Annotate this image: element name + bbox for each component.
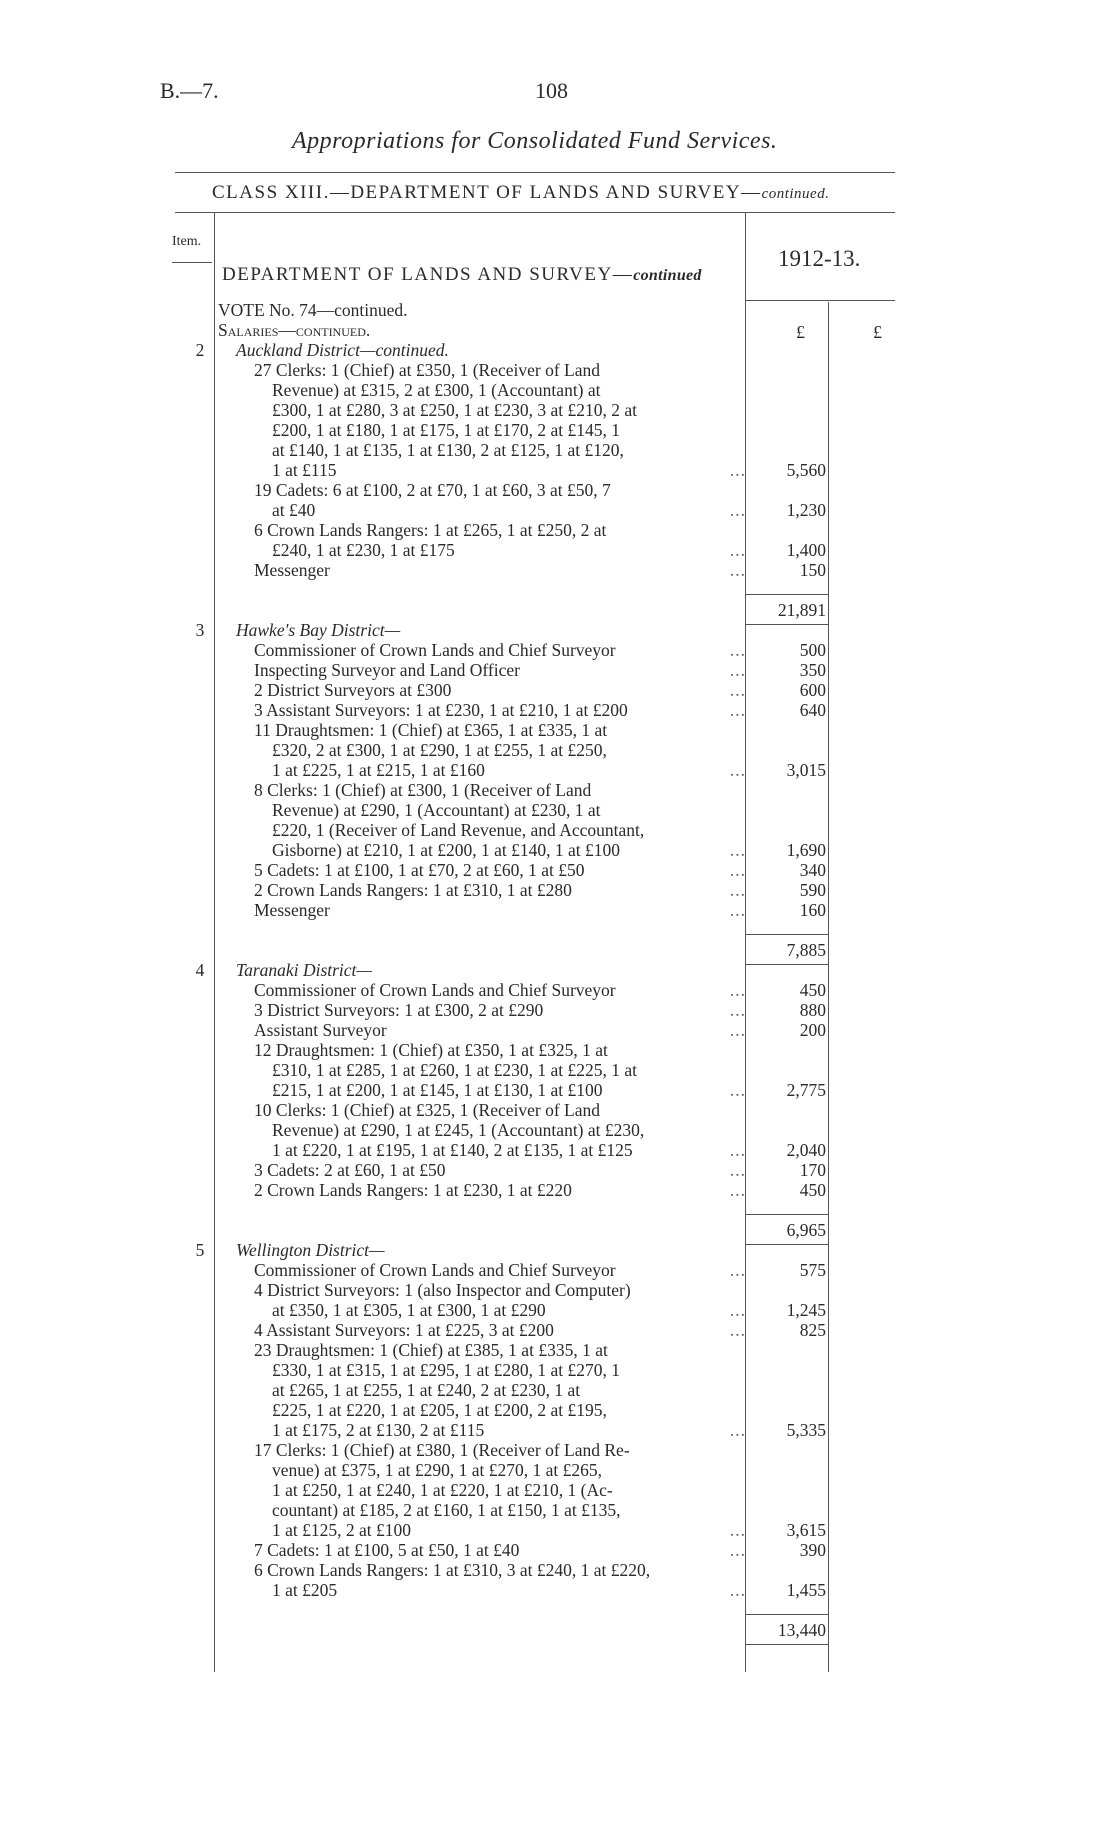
line-amount: 2,040 <box>786 1140 826 1160</box>
leader-dots: ... <box>729 1260 746 1280</box>
line-text: 8 Clerks: 1 (Chief) at £300, 1 (Receiver of Land <box>254 780 592 800</box>
district-heading: Auckland District—continued. <box>236 340 449 360</box>
leader-dots: ... <box>729 660 746 680</box>
leader-dots: ... <box>729 1080 746 1100</box>
line-amount: 450 <box>799 1180 826 1200</box>
table-row <box>0 1340 1114 1360</box>
table-row <box>0 1300 1114 1320</box>
leader-dots: ... <box>729 900 746 920</box>
total-underline <box>745 1644 829 1645</box>
line-amount: 640 <box>799 700 826 720</box>
district-total: 6,965 <box>786 1220 826 1240</box>
line-text: £320, 2 at £300, 1 at £290, 1 at £255, 1 at £250, <box>272 740 607 760</box>
department-name: DEPARTMENT OF LANDS AND SURVEY— <box>222 264 634 285</box>
line-amount: 5,335 <box>786 1420 826 1440</box>
line-text: 17 Clerks: 1 (Chief) at £380, 1 (Receiver of Land Re- <box>254 1440 630 1460</box>
table-row <box>0 1360 1114 1380</box>
table-row <box>0 520 1114 540</box>
line-text: 12 Draughtsmen: 1 (Chief) at £350, 1 at £325, 1 at <box>254 1040 608 1060</box>
table-row <box>0 360 1114 380</box>
table-row <box>0 1000 1114 1020</box>
line-text: venue) at £375, 1 at £290, 1 at £270, 1 at £265, <box>272 1460 603 1480</box>
item-number: 4 <box>195 960 205 980</box>
line-text: 4 District Surveyors: 1 (also Inspector and Computer) <box>254 1280 631 1300</box>
header-rule <box>175 172 895 173</box>
line-amount: 500 <box>799 640 826 660</box>
table-row <box>0 1040 1114 1060</box>
line-text: Assistant Surveyor <box>254 1020 387 1040</box>
line-text: 6 Crown Lands Rangers: 1 at £310, 3 at £240, 1 at £220, <box>254 1560 651 1580</box>
line-text: 3 Assistant Surveyors: 1 at £230, 1 at £210, 1 at £200 <box>254 700 628 720</box>
line-amount: 1,400 <box>786 540 826 560</box>
line-text: 19 Cadets: 6 at £100, 2 at £70, 1 at £60, 3 at £50, 7 <box>254 480 611 500</box>
class-rule <box>175 212 895 213</box>
leader-dots: ... <box>729 500 746 520</box>
table-row <box>0 640 1114 660</box>
table-row <box>0 620 1114 640</box>
line-text: 11 Draughtsmen: 1 (Chief) at £365, 1 at £335, 1 at <box>254 720 608 740</box>
page-number: 108 <box>535 78 568 103</box>
line-amount: 1,230 <box>786 500 826 520</box>
table-row <box>0 1320 1114 1340</box>
line-amount: 200 <box>799 1020 826 1040</box>
table-row <box>0 1180 1114 1200</box>
table-row <box>0 560 1114 580</box>
leader-dots: ... <box>729 840 746 860</box>
table-row <box>0 340 1114 360</box>
department-title <box>222 264 702 286</box>
leader-dots: ... <box>729 860 746 880</box>
item-header-rule <box>172 262 212 263</box>
line-text: 2 Crown Lands Rangers: 1 at £230, 1 at £220 <box>254 1180 572 1200</box>
line-text: £220, 1 (Receiver of Land Revenue, and Accountant, <box>272 820 645 840</box>
leader-dots: ... <box>729 680 746 700</box>
leader-dots: ... <box>729 540 746 560</box>
line-text: 4 Assistant Surveyors: 1 at £225, 3 at £200 <box>254 1320 554 1340</box>
line-text: 3 Cadets: 2 at £60, 1 at £50 <box>254 1160 446 1180</box>
line-text: Messenger <box>254 900 330 920</box>
leader-dots: ... <box>729 460 746 480</box>
table-row <box>0 760 1114 780</box>
line-amount: 170 <box>799 1160 826 1180</box>
leader-dots: ... <box>729 880 746 900</box>
line-amount: 160 <box>799 900 826 920</box>
table-row <box>0 580 1114 600</box>
table-row <box>0 1500 1114 1520</box>
line-text: countant) at £185, 2 at £160, 1 at £150, 1 at £135, <box>272 1500 621 1520</box>
line-text: Gisborne) at £210, 1 at £200, 1 at £140, 1 at £100 <box>272 840 621 860</box>
line-text: 6 Crown Lands Rangers: 1 at £265, 1 at £250, 2 at <box>254 520 607 540</box>
table-row <box>0 1620 1114 1640</box>
table-row <box>0 980 1114 1000</box>
leader-dots: ... <box>729 1540 746 1560</box>
department-continued: continued <box>633 267 702 284</box>
line-amount: 3,615 <box>786 1520 826 1540</box>
table-row <box>0 880 1114 900</box>
table-row <box>0 920 1114 940</box>
table-row <box>0 1140 1114 1160</box>
line-text: at £140, 1 at £135, 1 at £130, 2 at £125, 1 at £120, <box>272 440 624 460</box>
table-row <box>0 1060 1114 1080</box>
line-text: 1 at £220, 1 at £195, 1 at £140, 2 at £135, 1 at £125 <box>272 1140 633 1160</box>
table-row <box>0 1600 1114 1620</box>
line-amount: 340 <box>799 860 826 880</box>
table-row <box>0 300 1114 320</box>
line-text: 27 Clerks: 1 (Chief) at £350, 1 (Receiver of Land <box>254 360 601 380</box>
total-rule <box>745 594 829 595</box>
item-number: 5 <box>195 1240 205 1260</box>
line-text: £240, 1 at £230, 1 at £175 <box>272 540 455 560</box>
leader-dots: ... <box>729 1160 746 1180</box>
leader-dots: ... <box>729 1180 746 1200</box>
table-row <box>0 1240 1114 1260</box>
leader-dots: ... <box>729 1420 746 1440</box>
line-amount: 150 <box>799 560 826 580</box>
leader-dots: ... <box>729 1140 746 1160</box>
line-amount: 600 <box>799 680 826 700</box>
line-amount: 590 <box>799 880 826 900</box>
table-row <box>0 820 1114 840</box>
line-text: 1 at £250, 1 at £240, 1 at £220, 1 at £210, 1 (Ac- <box>272 1480 613 1500</box>
district-heading: Hawke's Bay District— <box>236 620 401 640</box>
table-row <box>0 1560 1114 1580</box>
line-amount: 390 <box>799 1540 826 1560</box>
leader-dots: ... <box>729 640 746 660</box>
table-row <box>0 480 1114 500</box>
line-text: 3 District Surveyors: 1 at £300, 2 at £290 <box>254 1000 544 1020</box>
line-text: Commissioner of Crown Lands and Chief Surveyor <box>254 640 616 660</box>
table-row <box>0 1200 1114 1220</box>
leader-dots: ... <box>729 760 746 780</box>
leader-dots: ... <box>729 1000 746 1020</box>
line-text: at £40 <box>272 500 316 520</box>
leader-dots: ... <box>729 1320 746 1340</box>
leader-dots: ... <box>729 560 746 580</box>
table-row <box>0 1100 1114 1120</box>
table-row <box>0 740 1114 760</box>
line-amount: 5,560 <box>786 460 826 480</box>
district-total: 13,440 <box>777 1620 826 1640</box>
pound-symbol-1: £ <box>796 322 805 342</box>
class-heading <box>212 182 829 204</box>
table-row <box>0 1380 1114 1400</box>
line-text: at £265, 1 at £255, 1 at £240, 2 at £230, 1 at <box>272 1380 581 1400</box>
table-row <box>0 960 1114 980</box>
year-header: 1912-13. <box>778 246 861 271</box>
line-text: 1 at £115 <box>272 460 337 480</box>
table-row <box>0 1520 1114 1540</box>
line-text: 1 at £125, 2 at £100 <box>272 1520 412 1540</box>
table-row <box>0 1160 1114 1180</box>
line-text: 7 Cadets: 1 at £100, 5 at £50, 1 at £40 <box>254 1540 520 1560</box>
line-text: £200, 1 at £180, 1 at £175, 1 at £170, 2 at £145, 1 <box>272 420 621 440</box>
item-column-header: Item. <box>172 234 202 249</box>
district-heading: Taranaki District— <box>236 960 372 980</box>
table-row <box>0 780 1114 800</box>
table-row <box>0 1280 1114 1300</box>
line-amount: 1,690 <box>786 840 826 860</box>
table-row <box>0 1460 1114 1480</box>
line-text: 1 at £225, 1 at £215, 1 at £160 <box>272 760 485 780</box>
line-text: 2 District Surveyors at £300 <box>254 680 452 700</box>
table-row <box>0 420 1114 440</box>
district-total: 21,891 <box>777 600 826 620</box>
line-text: Salaries—continued. <box>218 320 371 340</box>
line-text: Revenue) at £315, 2 at £300, 1 (Accountant) at <box>272 380 601 400</box>
item-number: 3 <box>195 620 205 640</box>
document-reference: B.—7. <box>160 78 219 103</box>
line-amount: 350 <box>799 660 826 680</box>
line-text: at £350, 1 at £305, 1 at £300, 1 at £290 <box>272 1300 546 1320</box>
table-row <box>0 1480 1114 1500</box>
leader-dots: ... <box>729 1020 746 1040</box>
table-row <box>0 1440 1114 1460</box>
line-text: Inspecting Surveyor and Land Officer <box>254 660 520 680</box>
line-text: Commissioner of Crown Lands and Chief Surveyor <box>254 980 616 1000</box>
leader-dots: ... <box>729 700 746 720</box>
table-row <box>0 500 1114 520</box>
line-text: Revenue) at £290, 1 at £245, 1 (Accountant) at £230, <box>272 1120 645 1140</box>
pound-symbol-2: £ <box>873 322 882 342</box>
line-text: 1 at £175, 2 at £130, 2 at £115 <box>272 1420 485 1440</box>
table-row <box>0 540 1114 560</box>
table-row <box>0 840 1114 860</box>
district-heading: Wellington District— <box>236 1240 385 1260</box>
table-row <box>0 700 1114 720</box>
line-text: £215, 1 at £200, 1 at £145, 1 at £130, 1 at £100 <box>272 1080 603 1100</box>
table-row <box>0 400 1114 420</box>
table-row <box>0 800 1114 820</box>
total-rule <box>745 934 829 935</box>
line-amount: 450 <box>799 980 826 1000</box>
line-amount: 1,245 <box>786 1300 826 1320</box>
table-row <box>0 860 1114 880</box>
table-row <box>0 940 1114 960</box>
line-text: Messenger <box>254 560 330 580</box>
table-row <box>0 720 1114 740</box>
line-text: 5 Cadets: 1 at £100, 1 at £70, 2 at £60, 1 at £50 <box>254 860 585 880</box>
table-row <box>0 900 1114 920</box>
line-amount: 3,015 <box>786 760 826 780</box>
table-row <box>0 1220 1114 1240</box>
line-amount: 1,455 <box>786 1580 826 1600</box>
line-text: 23 Draughtsmen: 1 (Chief) at £385, 1 at £335, 1 at <box>254 1340 608 1360</box>
table-row <box>0 1540 1114 1560</box>
page-subtitle: Appropriations for Consolidated Fund Services. <box>292 128 778 154</box>
line-text: £300, 1 at £280, 3 at £250, 1 at £230, 3 at £210, 2 at <box>272 400 638 420</box>
table-row <box>0 1420 1114 1440</box>
district-total: 7,885 <box>786 940 826 960</box>
line-text: 10 Clerks: 1 (Chief) at £325, 1 (Receiver of Land <box>254 1100 601 1120</box>
class-title: CLASS XIII.—DEPARTMENT OF LANDS AND SURVEY— <box>212 182 762 203</box>
leader-dots: ... <box>729 980 746 1000</box>
table-row <box>0 1400 1114 1420</box>
line-amount: 575 <box>799 1260 826 1280</box>
line-text: £310, 1 at £285, 1 at £260, 1 at £230, 1 at £225, 1 at <box>272 1060 638 1080</box>
line-text: 1 at £205 <box>272 1580 338 1600</box>
line-text: 2 Crown Lands Rangers: 1 at £310, 1 at £280 <box>254 880 572 900</box>
leader-dots: ... <box>729 1520 746 1540</box>
line-text: Revenue) at £290, 1 (Accountant) at £230, 1 at <box>272 800 601 820</box>
item-number: 2 <box>195 340 205 360</box>
leader-dots: ... <box>729 1580 746 1600</box>
table-row <box>0 440 1114 460</box>
table-row <box>0 1120 1114 1140</box>
table-row <box>0 1020 1114 1040</box>
total-rule <box>745 1214 829 1215</box>
line-text: £225, 1 at £220, 1 at £205, 1 at £200, 2 at £195, <box>272 1400 607 1420</box>
table-row <box>0 1260 1114 1280</box>
line-text: Commissioner of Crown Lands and Chief Surveyor <box>254 1260 616 1280</box>
line-amount: 880 <box>799 1000 826 1020</box>
line-amount: 2,775 <box>786 1080 826 1100</box>
table-row <box>0 660 1114 680</box>
table-row <box>0 600 1114 620</box>
table-row <box>0 1580 1114 1600</box>
line-text: VOTE No. 74—continued. <box>218 300 408 320</box>
table-row <box>0 320 1114 340</box>
line-text: £330, 1 at £315, 1 at £295, 1 at £280, 1 at £270, 1 <box>272 1360 621 1380</box>
line-amount: 825 <box>799 1320 826 1340</box>
table-row <box>0 380 1114 400</box>
total-rule <box>745 1614 829 1615</box>
leader-dots: ... <box>729 1300 746 1320</box>
class-continued: continued. <box>761 186 830 202</box>
table-row <box>0 1080 1114 1100</box>
table-row <box>0 460 1114 480</box>
table-row <box>0 680 1114 700</box>
